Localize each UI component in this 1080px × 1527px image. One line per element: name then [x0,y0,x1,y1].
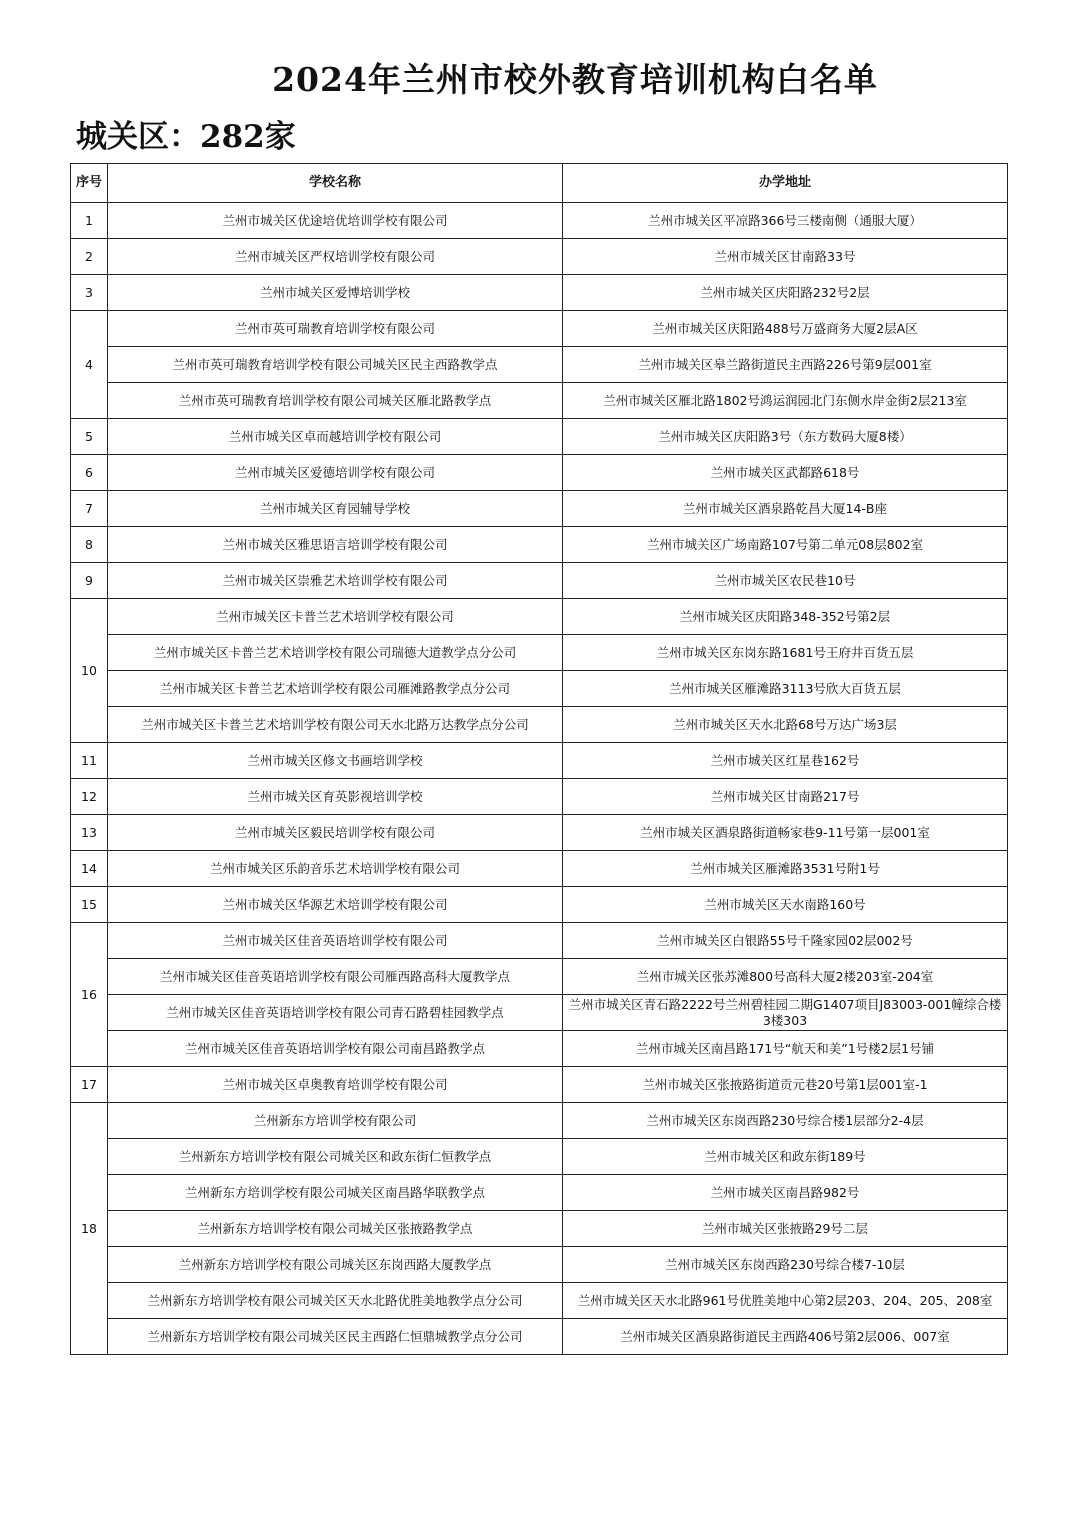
address-cell: 兰州市城关区农民巷10号 [563,563,1008,599]
school-name-cell: 兰州市城关区卓而越培训学校有限公司 [108,419,563,455]
address-cell: 兰州市城关区张掖路街道贡元巷20号第1层001室-1 [563,1067,1008,1103]
seq-cell: 9 [71,563,108,599]
table-row [71,311,1008,347]
table-row [71,383,1008,419]
school-name-cell: 兰州市城关区佳音英语培训学校有限公司雁西路高科大厦教学点 [108,959,563,995]
table-row [71,563,1008,599]
school-name-cell: 兰州新东方培训学校有限公司城关区天水北路优胜美地教学点分公司 [108,1283,563,1319]
table-row [71,455,1008,491]
school-name-cell: 兰州新东方培训学校有限公司城关区南昌路华联教学点 [108,1175,563,1211]
table-row [71,239,1008,275]
seq-cell: 3 [71,275,108,311]
whitelist-table [70,163,1008,1355]
table-row [71,419,1008,455]
address-cell: 兰州市城关区张掖路29号二层 [563,1211,1008,1247]
address-cell: 兰州市城关区红星巷162号 [563,743,1008,779]
school-name-cell: 兰州市城关区毅民培训学校有限公司 [108,815,563,851]
table-row [71,203,1008,239]
table-row [71,1067,1008,1103]
seq-cell: 15 [71,887,108,923]
table-row [71,851,1008,887]
address-cell: 兰州市城关区天水北路961号优胜美地中心第2层203、204、205、208室 [563,1283,1008,1319]
school-name-cell: 兰州市城关区卡普兰艺术培训学校有限公司天水北路万达教学点分公司 [108,707,563,743]
address-cell: 兰州市城关区青石路2222号兰州碧桂园二期G1407项目J83003-001幢综合楼3楼303 [563,995,1008,1031]
address-cell: 兰州市城关区南昌路982号 [563,1175,1008,1211]
header-address: 办学地址 [563,164,1008,203]
address-cell: 兰州市城关区天水南路160号 [563,887,1008,923]
seq-cell: 16 [71,923,108,1067]
school-name-cell: 兰州市城关区优途培优培训学校有限公司 [108,203,563,239]
school-name-cell: 兰州市英可瑞教育培训学校有限公司城关区民主西路教学点 [108,347,563,383]
seq-cell: 13 [71,815,108,851]
address-cell: 兰州市城关区天水北路68号万达广场3层 [563,707,1008,743]
school-name-cell: 兰州市城关区佳音英语培训学校有限公司 [108,923,563,959]
table-row [71,1211,1008,1247]
table-row [71,491,1008,527]
school-name-cell: 兰州市城关区爱德培训学校有限公司 [108,455,563,491]
address-cell: 兰州市城关区庆阳路348-352号第2层 [563,599,1008,635]
address-cell: 兰州市城关区东岗西路230号综合楼7-10层 [563,1247,1008,1283]
school-name-cell: 兰州市城关区乐韵音乐艺术培训学校有限公司 [108,851,563,887]
table-row [71,707,1008,743]
address-cell: 兰州市城关区皋兰路街道民主西路226号第9层001室 [563,347,1008,383]
address-cell: 兰州市城关区庆阳路3号（东方数码大厦8楼） [563,419,1008,455]
seq-cell: 12 [71,779,108,815]
address-cell: 兰州市城关区庆阳路232号2层 [563,275,1008,311]
address-cell: 兰州市城关区酒泉路乾昌大厦14-B座 [563,491,1008,527]
seq-cell: 18 [71,1103,108,1355]
seq-cell: 14 [71,851,108,887]
school-name-cell: 兰州市城关区华源艺术培训学校有限公司 [108,887,563,923]
address-cell: 兰州市城关区雁北路1802号鸿运润园北门东侧水岸金街2层213室 [563,383,1008,419]
table-row [71,1103,1008,1139]
school-name-cell: 兰州市城关区卡普兰艺术培训学校有限公司雁滩路教学点分公司 [108,671,563,707]
seq-cell: 4 [71,311,108,419]
school-name-cell: 兰州市城关区育园辅导学校 [108,491,563,527]
table-row [71,923,1008,959]
page-title: 2024年兰州市校外教育培训机构白名单 [272,60,878,99]
address-cell: 兰州市城关区雁滩路3113号欣大百货五层 [563,671,1008,707]
seq-cell: 8 [71,527,108,563]
table-row [71,779,1008,815]
table-row [71,1175,1008,1211]
table-header-row [71,164,1008,203]
table-row [71,1319,1008,1355]
seq-cell: 7 [71,491,108,527]
header-school-name: 学校名称 [108,164,563,203]
table-row [71,599,1008,635]
header-seq: 序号 [71,164,108,203]
address-cell: 兰州市城关区张苏滩800号高科大厦2楼203室-204室 [563,959,1008,995]
table-row [71,743,1008,779]
school-name-cell: 兰州市城关区卡普兰艺术培训学校有限公司瑞德大道教学点分公司 [108,635,563,671]
address-cell: 兰州市城关区甘南路33号 [563,239,1008,275]
table-row [71,347,1008,383]
seq-cell: 2 [71,239,108,275]
table-row [71,275,1008,311]
school-name-cell: 兰州市城关区雅思语言培训学校有限公司 [108,527,563,563]
table-row [71,995,1008,1031]
school-name-cell: 兰州市城关区崇雅艺术培训学校有限公司 [108,563,563,599]
school-name-cell: 兰州新东方培训学校有限公司城关区和政东街仁恒教学点 [108,1139,563,1175]
school-name-cell: 兰州新东方培训学校有限公司城关区民主西路仁恒鼎城教学点分公司 [108,1319,563,1355]
table-row [71,959,1008,995]
school-name-cell: 兰州新东方培训学校有限公司城关区东岗西路大厦教学点 [108,1247,563,1283]
seq-cell: 10 [71,599,108,743]
school-name-cell: 兰州市城关区爱博培训学校 [108,275,563,311]
school-name-cell: 兰州市英可瑞教育培训学校有限公司 [108,311,563,347]
address-cell: 兰州市城关区和政东街189号 [563,1139,1008,1175]
address-cell: 兰州市城关区雁滩路3531号附1号 [563,851,1008,887]
table-row [71,635,1008,671]
school-name-cell: 兰州市城关区严权培训学校有限公司 [108,239,563,275]
seq-cell: 17 [71,1067,108,1103]
seq-cell: 1 [71,203,108,239]
address-cell: 兰州市城关区广场南路107号第二单元08层802室 [563,527,1008,563]
school-name-cell: 兰州市英可瑞教育培训学校有限公司城关区雁北路教学点 [108,383,563,419]
table-row [71,671,1008,707]
table-row [71,815,1008,851]
school-name-cell: 兰州新东方培训学校有限公司 [108,1103,563,1139]
seq-cell: 6 [71,455,108,491]
table-row [71,1139,1008,1175]
seq-cell: 5 [71,419,108,455]
school-name-cell: 兰州市城关区卓奥教育培训学校有限公司 [108,1067,563,1103]
address-cell: 兰州市城关区东岗东路1681号王府井百货五层 [563,635,1008,671]
address-cell: 兰州市城关区东岗西路230号综合楼1层部分2-4层 [563,1103,1008,1139]
address-cell: 兰州市城关区南昌路171号“航天和美”1号楼2层1号铺 [563,1031,1008,1067]
table-body [71,203,1008,1355]
address-cell: 兰州市城关区甘南路217号 [563,779,1008,815]
table-row [71,527,1008,563]
address-cell: 兰州市城关区酒泉路街道民主西路406号第2层006、007室 [563,1319,1008,1355]
table-row [71,887,1008,923]
address-cell: 兰州市城关区白银路55号千隆家园02层002号 [563,923,1008,959]
district-subtitle: 城关区：282家 [76,119,296,155]
address-cell: 兰州市城关区庆阳路488号万盛商务大厦2层A区 [563,311,1008,347]
school-name-cell: 兰州市城关区育英影视培训学校 [108,779,563,815]
school-name-cell: 兰州新东方培训学校有限公司城关区张掖路教学点 [108,1211,563,1247]
address-cell: 兰州市城关区酒泉路街道畅家巷9-11号第一层001室 [563,815,1008,851]
school-name-cell: 兰州市城关区佳音英语培训学校有限公司南昌路教学点 [108,1031,563,1067]
school-name-cell: 兰州市城关区修文书画培训学校 [108,743,563,779]
school-name-cell: 兰州市城关区佳音英语培训学校有限公司青石路碧桂园教学点 [108,995,563,1031]
table-row [71,1283,1008,1319]
seq-cell: 11 [71,743,108,779]
address-cell: 兰州市城关区平凉路366号三楼南侧（通服大厦） [563,203,1008,239]
school-name-cell: 兰州市城关区卡普兰艺术培训学校有限公司 [108,599,563,635]
address-cell: 兰州市城关区武都路618号 [563,455,1008,491]
table-row [71,1031,1008,1067]
table-row [71,1247,1008,1283]
